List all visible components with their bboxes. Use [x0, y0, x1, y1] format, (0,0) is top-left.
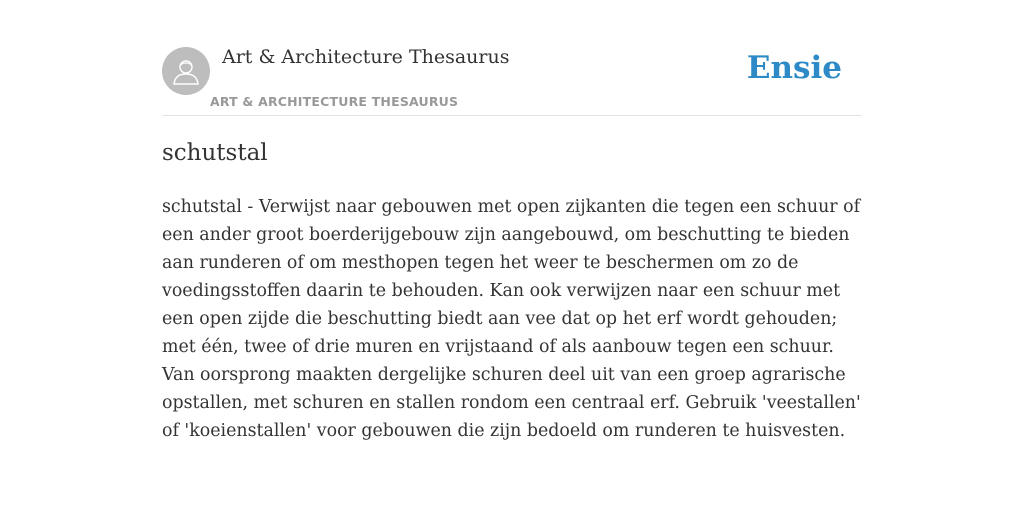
- source-subtitle[interactable]: ART & ARCHITECTURE THESAURUS: [210, 94, 459, 109]
- definition-text: schutstal - Verwijst naar gebouwen met open zijkanten die tegen een schuur of een ander groot boerderijgebouw zijn aangebouwd, om beschutting te bieden aan runderen of om mesthopen tegen het weer te beschermen om zo de voedingsstoffen daarin te behouden. Kan ook verwijzen naar een schuur met een open zijde die beschutting biedt aan vee dat op het erf wordt gehouden; met één, twee of drie muren en vrijstaand of als aanbouw tegen een schuur. Van oorsprong maakten dergelijke schuren deel uit van een groep agrarische opstallen, met schuren en stallen rondom een centraal erf. Gebruik 'veestallen' of 'koeienstallen' voor gebouwen die zijn bedoeld om runderen te huisvesten.: [162, 197, 861, 441]
- source-title[interactable]: Art & Architecture Thesaurus: [222, 46, 510, 68]
- brand-logo[interactable]: Ensie: [746, 50, 842, 86]
- definition-card: [162, 0, 862, 512]
- user-icon: [171, 56, 201, 86]
- avatar[interactable]: [162, 47, 210, 95]
- card-header: [162, 0, 862, 116]
- page-title: schutstal: [162, 140, 268, 166]
